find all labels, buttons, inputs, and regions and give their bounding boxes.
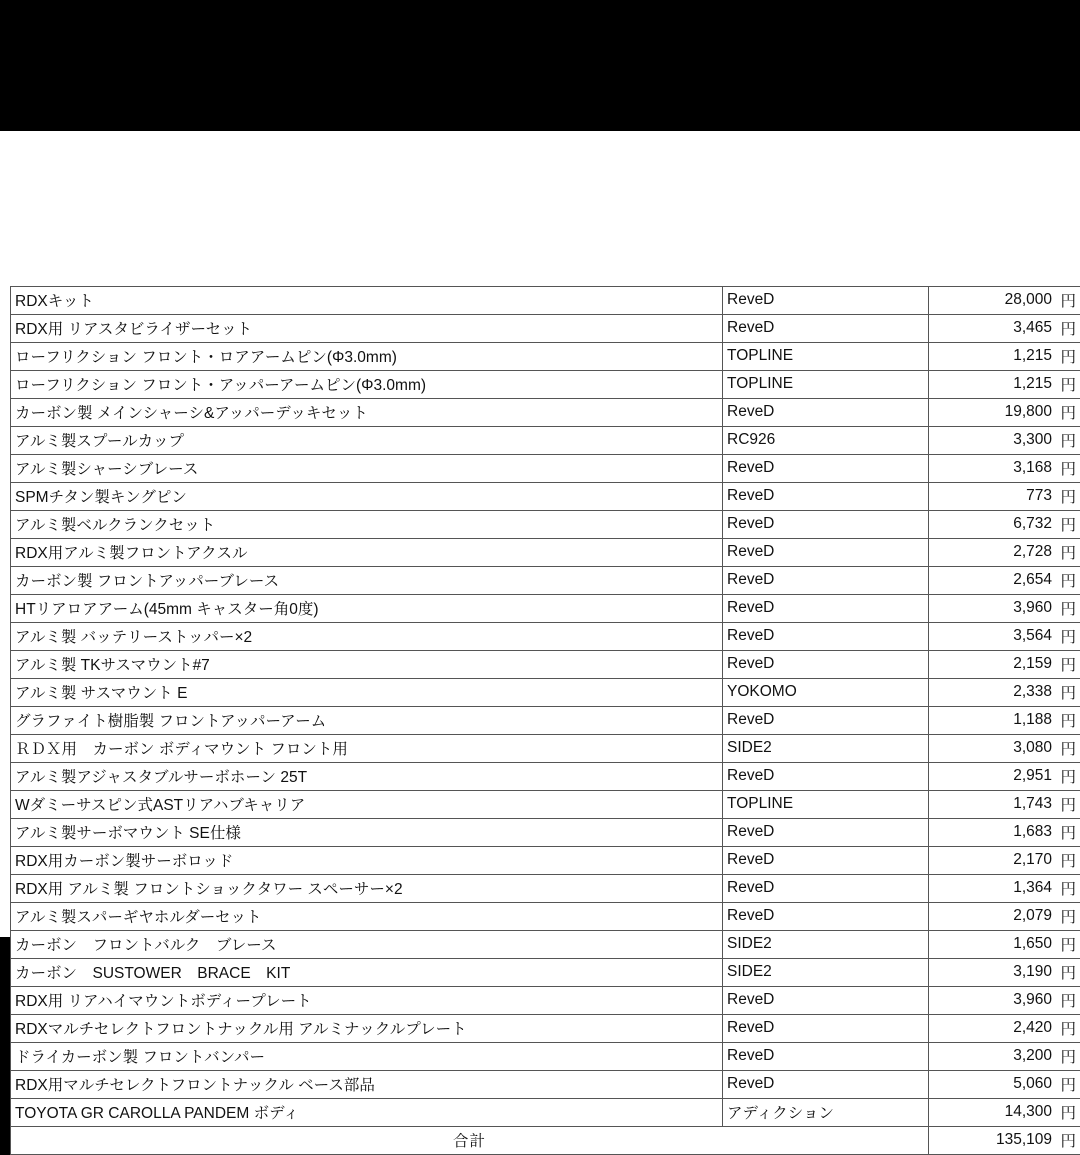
total-price-amount: 135,109 xyxy=(996,1131,1052,1149)
total-price-cell xyxy=(929,1127,1080,1155)
part-price-cell xyxy=(929,371,1080,399)
table-row xyxy=(11,287,1080,315)
price-amount: 2,420 xyxy=(1013,1019,1052,1037)
part-name-cell: RDX用 リアハイマウントボディープレート xyxy=(11,987,723,1015)
price-amount: 19,800 xyxy=(1005,403,1052,421)
currency-unit: 円 xyxy=(1058,1017,1076,1039)
currency-unit: 円 xyxy=(1058,373,1076,395)
parts-table-body xyxy=(11,287,1080,1155)
price-amount: 3,300 xyxy=(1013,431,1052,449)
currency-unit: 円 xyxy=(1058,457,1076,479)
price-amount: 1,215 xyxy=(1013,347,1052,365)
part-price-cell xyxy=(929,847,1080,875)
part-price-cell xyxy=(929,595,1080,623)
table-row xyxy=(11,819,1080,847)
part-price-cell xyxy=(929,287,1080,315)
part-brand-cell: ReveD xyxy=(723,987,929,1015)
part-price-cell xyxy=(929,539,1080,567)
part-name-cell: RDXキット xyxy=(11,287,723,315)
part-price-cell xyxy=(929,399,1080,427)
table-row xyxy=(11,763,1080,791)
part-name-cell: RDX用アルミ製フロントアクスル xyxy=(11,539,723,567)
price-amount: 3,465 xyxy=(1013,319,1052,337)
price-amount: 1,215 xyxy=(1013,375,1052,393)
price-amount: 3,960 xyxy=(1013,991,1052,1009)
part-brand-cell: SIDE2 xyxy=(723,931,929,959)
total-label-cell: 合計 xyxy=(11,1127,929,1155)
currency-unit: 円 xyxy=(1058,429,1076,451)
part-brand-cell: ReveD xyxy=(723,399,929,427)
part-brand-cell: ReveD xyxy=(723,847,929,875)
part-brand-cell: ReveD xyxy=(723,511,929,539)
currency-unit: 円 xyxy=(1058,345,1076,367)
part-name-cell: アルミ製 TKサスマウント#7 xyxy=(11,651,723,679)
table-row xyxy=(11,455,1080,483)
part-brand-cell: ReveD xyxy=(723,483,929,511)
price-amount: 2,338 xyxy=(1013,683,1052,701)
currency-unit: 円 xyxy=(1058,653,1076,675)
table-row xyxy=(11,959,1080,987)
part-brand-cell: ReveD xyxy=(723,315,929,343)
part-price-cell xyxy=(929,931,1080,959)
price-amount: 2,951 xyxy=(1013,767,1052,785)
part-brand-cell: TOPLINE xyxy=(723,343,929,371)
part-brand-cell: ReveD xyxy=(723,567,929,595)
table-row xyxy=(11,483,1080,511)
table-row xyxy=(11,791,1080,819)
part-name-cell: ＲＤＸ用 カーボン ボディマウント フロント用 xyxy=(11,735,723,763)
currency-unit: 円 xyxy=(1058,513,1076,535)
currency-unit: 円 xyxy=(1058,317,1076,339)
currency-unit: 円 xyxy=(1058,1073,1076,1095)
table-row xyxy=(11,343,1080,371)
currency-unit: 円 xyxy=(1058,821,1076,843)
price-amount: 1,188 xyxy=(1013,711,1052,729)
price-amount: 1,683 xyxy=(1013,823,1052,841)
table-row xyxy=(11,315,1080,343)
price-amount: 3,080 xyxy=(1013,739,1052,757)
currency-unit: 円 xyxy=(1058,597,1076,619)
part-price-cell xyxy=(929,651,1080,679)
part-name-cell: RDX用マルチセレクトフロントナックル ベース部品 xyxy=(11,1071,723,1099)
part-brand-cell: ReveD xyxy=(723,903,929,931)
table-row xyxy=(11,875,1080,903)
part-brand-cell: SIDE2 xyxy=(723,735,929,763)
table-row xyxy=(11,1015,1080,1043)
currency-unit: 円 xyxy=(1058,793,1076,815)
part-name-cell: カーボン製 メインシャーシ&アッパーデッキセット xyxy=(11,399,723,427)
price-amount: 6,732 xyxy=(1013,515,1052,533)
part-brand-cell: ReveD xyxy=(723,595,929,623)
part-name-cell: カーボン SUSTOWER BRACE KIT xyxy=(11,959,723,987)
part-name-cell: カーボン フロントバルク ブレース xyxy=(11,931,723,959)
part-price-cell xyxy=(929,343,1080,371)
currency-unit: 円 xyxy=(1058,877,1076,899)
price-amount: 3,200 xyxy=(1013,1047,1052,1065)
part-price-cell xyxy=(929,707,1080,735)
part-brand-cell: TOPLINE xyxy=(723,791,929,819)
currency-unit: 円 xyxy=(1058,1129,1076,1151)
parts-table-container xyxy=(10,286,1080,1155)
part-brand-cell: TOPLINE xyxy=(723,371,929,399)
currency-unit: 円 xyxy=(1058,737,1076,759)
part-price-cell xyxy=(929,959,1080,987)
part-brand-cell: ReveD xyxy=(723,287,929,315)
part-name-cell: アルミ製スプールカップ xyxy=(11,427,723,455)
currency-unit: 円 xyxy=(1058,289,1076,311)
part-name-cell: RDXマルチセレクトフロントナックル用 アルミナックルプレート xyxy=(11,1015,723,1043)
table-row xyxy=(11,595,1080,623)
part-brand-cell: ReveD xyxy=(723,455,929,483)
table-row xyxy=(11,987,1080,1015)
document-page xyxy=(0,131,1080,937)
part-name-cell: カーボン製 フロントアッパーブレース xyxy=(11,567,723,595)
part-brand-cell: ReveD xyxy=(723,1043,929,1071)
part-name-cell: アルミ製ベルクランクセット xyxy=(11,511,723,539)
table-row xyxy=(11,1099,1080,1127)
currency-unit: 円 xyxy=(1058,933,1076,955)
price-amount: 1,364 xyxy=(1013,879,1052,897)
price-amount: 773 xyxy=(1026,487,1052,505)
currency-unit: 円 xyxy=(1058,709,1076,731)
part-brand-cell: ReveD xyxy=(723,1015,929,1043)
currency-unit: 円 xyxy=(1058,681,1076,703)
part-name-cell: RDX用カーボン製サーボロッド xyxy=(11,847,723,875)
part-name-cell: Wダミーサスピン式ASTリアハブキャリア xyxy=(11,791,723,819)
part-name-cell: RDX用 アルミ製 フロントショックタワー スペーサー×2 xyxy=(11,875,723,903)
table-row xyxy=(11,511,1080,539)
part-brand-cell: ReveD xyxy=(723,707,929,735)
part-name-cell: アルミ製シャーシブレース xyxy=(11,455,723,483)
currency-unit: 円 xyxy=(1058,765,1076,787)
part-price-cell xyxy=(929,1071,1080,1099)
currency-unit: 円 xyxy=(1058,569,1076,591)
table-row xyxy=(11,679,1080,707)
part-price-cell xyxy=(929,567,1080,595)
part-name-cell: グラファイト樹脂製 フロントアッパーアーム xyxy=(11,707,723,735)
part-name-cell: アルミ製アジャスタブルサーボホーン 25T xyxy=(11,763,723,791)
part-price-cell xyxy=(929,1015,1080,1043)
part-price-cell xyxy=(929,875,1080,903)
part-name-cell: ローフリクション フロント・ロアアームピン(Φ3.0mm) xyxy=(11,343,723,371)
part-price-cell xyxy=(929,455,1080,483)
currency-unit: 円 xyxy=(1058,1101,1076,1123)
table-row xyxy=(11,903,1080,931)
price-amount: 2,728 xyxy=(1013,543,1052,561)
part-brand-cell: SIDE2 xyxy=(723,959,929,987)
part-price-cell xyxy=(929,791,1080,819)
currency-unit: 円 xyxy=(1058,961,1076,983)
part-brand-cell: ReveD xyxy=(723,623,929,651)
part-price-cell xyxy=(929,1043,1080,1071)
part-brand-cell: YOKOMO xyxy=(723,679,929,707)
price-amount: 2,159 xyxy=(1013,655,1052,673)
part-price-cell xyxy=(929,511,1080,539)
part-brand-cell: ReveD xyxy=(723,1071,929,1099)
table-row xyxy=(11,1043,1080,1071)
part-name-cell: SPMチタン製キングピン xyxy=(11,483,723,511)
part-name-cell: アルミ製スパーギヤホルダーセット xyxy=(11,903,723,931)
price-amount: 3,564 xyxy=(1013,627,1052,645)
part-price-cell xyxy=(929,315,1080,343)
part-price-cell xyxy=(929,763,1080,791)
part-name-cell: ローフリクション フロント・アッパーアームピン(Φ3.0mm) xyxy=(11,371,723,399)
table-row xyxy=(11,623,1080,651)
part-name-cell: アルミ製 バッテリーストッパー×2 xyxy=(11,623,723,651)
part-name-cell: ドライカーボン製 フロントバンパー xyxy=(11,1043,723,1071)
part-brand-cell: ReveD xyxy=(723,651,929,679)
part-price-cell xyxy=(929,679,1080,707)
part-price-cell xyxy=(929,1099,1080,1127)
price-amount: 14,300 xyxy=(1005,1103,1052,1121)
currency-unit: 円 xyxy=(1058,989,1076,1011)
part-price-cell xyxy=(929,483,1080,511)
table-row xyxy=(11,847,1080,875)
table-row xyxy=(11,651,1080,679)
currency-unit: 円 xyxy=(1058,849,1076,871)
table-row xyxy=(11,1071,1080,1099)
table-row xyxy=(11,735,1080,763)
table-row xyxy=(11,539,1080,567)
currency-unit: 円 xyxy=(1058,905,1076,927)
part-brand-cell: RC926 xyxy=(723,427,929,455)
price-amount: 2,079 xyxy=(1013,907,1052,925)
table-row xyxy=(11,371,1080,399)
currency-unit: 円 xyxy=(1058,485,1076,507)
part-brand-cell: ReveD xyxy=(723,763,929,791)
price-amount: 2,654 xyxy=(1013,571,1052,589)
part-name-cell: HTリアロアアーム(45mm キャスター角0度) xyxy=(11,595,723,623)
table-row xyxy=(11,427,1080,455)
part-brand-cell: ReveD xyxy=(723,875,929,903)
table-row xyxy=(11,399,1080,427)
price-amount: 3,168 xyxy=(1013,459,1052,477)
currency-unit: 円 xyxy=(1058,541,1076,563)
table-total-row xyxy=(11,1127,1080,1155)
part-price-cell xyxy=(929,819,1080,847)
currency-unit: 円 xyxy=(1058,625,1076,647)
price-amount: 1,650 xyxy=(1013,935,1052,953)
part-brand-cell: ReveD xyxy=(723,539,929,567)
price-amount: 3,190 xyxy=(1013,963,1052,981)
part-price-cell xyxy=(929,735,1080,763)
table-row xyxy=(11,931,1080,959)
price-amount: 3,960 xyxy=(1013,599,1052,617)
table-row xyxy=(11,707,1080,735)
part-price-cell xyxy=(929,903,1080,931)
part-price-cell xyxy=(929,427,1080,455)
part-name-cell: RDX用 リアスタビライザーセット xyxy=(11,315,723,343)
part-brand-cell: ReveD xyxy=(723,819,929,847)
part-price-cell xyxy=(929,987,1080,1015)
part-price-cell xyxy=(929,623,1080,651)
currency-unit: 円 xyxy=(1058,401,1076,423)
part-name-cell: TOYOTA GR CAROLLA PANDEM ボディ xyxy=(11,1099,723,1127)
currency-unit: 円 xyxy=(1058,1045,1076,1067)
parts-cost-table xyxy=(10,286,1080,1155)
price-amount: 28,000 xyxy=(1005,291,1052,309)
price-amount: 5,060 xyxy=(1013,1075,1052,1093)
part-brand-cell: アディクション xyxy=(723,1099,929,1127)
price-amount: 1,743 xyxy=(1013,795,1052,813)
part-name-cell: アルミ製 サスマウント E xyxy=(11,679,723,707)
part-name-cell: アルミ製サーボマウント SE仕様 xyxy=(11,819,723,847)
table-row xyxy=(11,567,1080,595)
price-amount: 2,170 xyxy=(1013,851,1052,869)
